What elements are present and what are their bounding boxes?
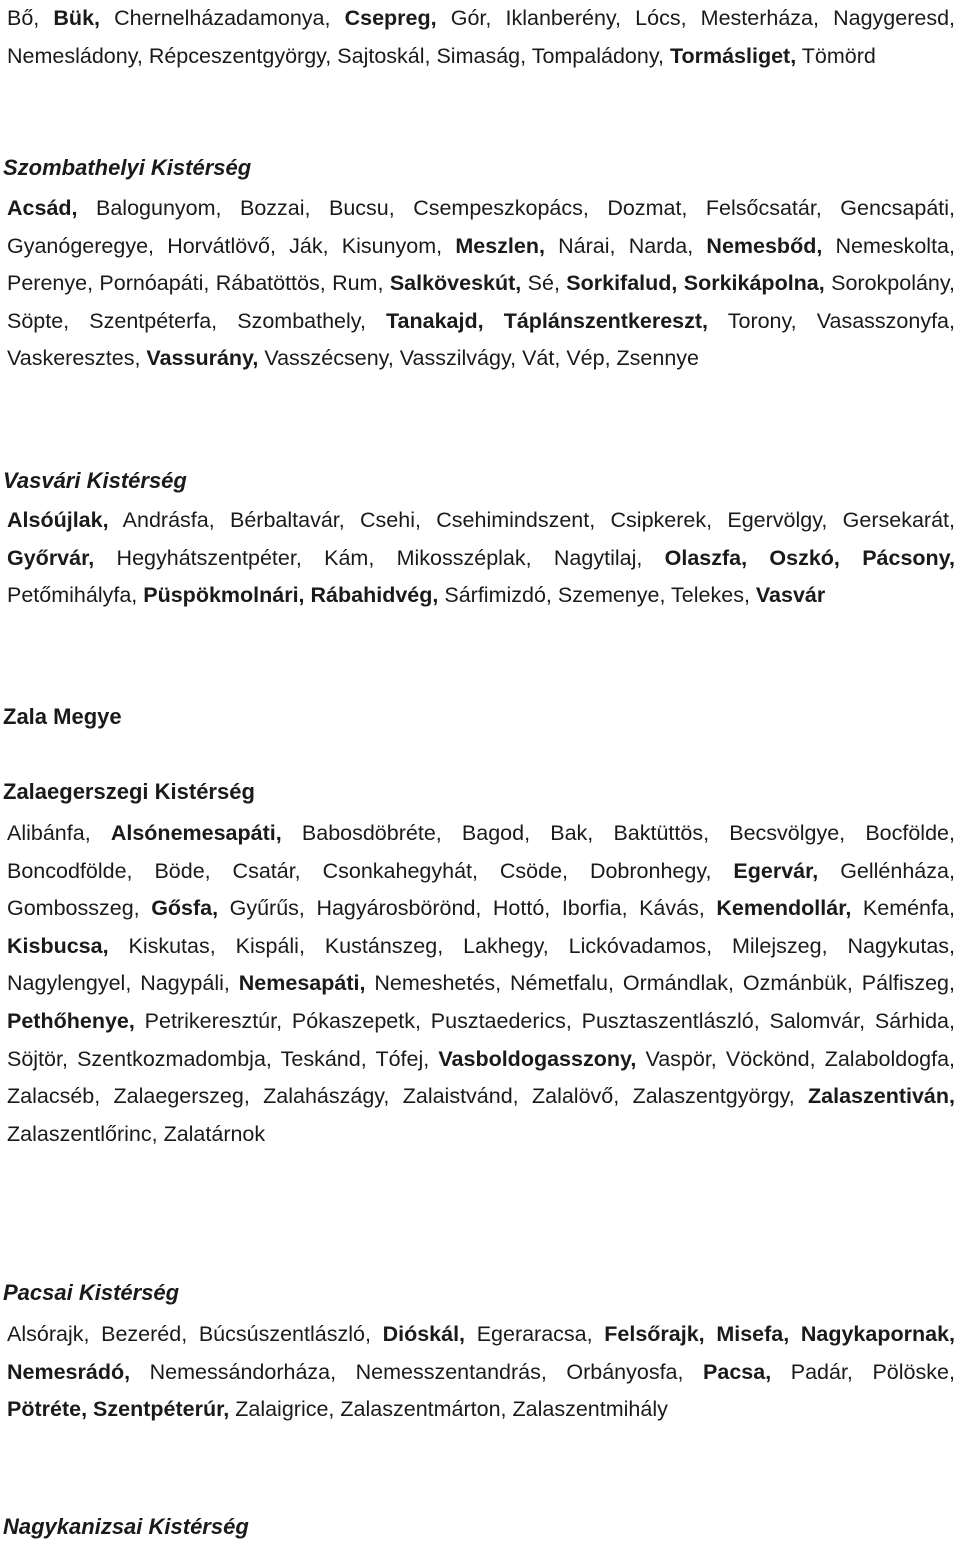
- settlement-list: [7, 0, 955, 75]
- settlement-name: Gencsapáti,: [840, 196, 956, 220]
- settlement-name: Zalatárnok: [163, 1121, 266, 1146]
- settlement-name: Alsónemesapáti,: [110, 821, 282, 845]
- settlement-name: Egervölgy,: [727, 508, 828, 532]
- settlement-name: Babosdöbréte,: [301, 821, 442, 845]
- settlement-name: Boncodfölde,: [7, 858, 133, 883]
- settlement-name: Győrvár,: [7, 545, 95, 570]
- section-heading: Pacsai Kistérség: [3, 1280, 180, 1305]
- settlement-name: Iklanberény,: [505, 6, 622, 30]
- settlement-name: Pethőhenye,: [7, 1008, 135, 1033]
- settlement-name: Baktüttös,: [613, 821, 710, 845]
- settlement-name: Búcsúszentlászló,: [198, 1322, 371, 1346]
- settlement-name: Milejszeg,: [731, 933, 828, 958]
- settlement-name: Csonkahegyhát,: [322, 858, 478, 883]
- settlement-name: Nagykapornak,: [800, 1322, 956, 1346]
- settlement-name: Kispáli,: [235, 933, 305, 958]
- settlement-name: Gombosszeg,: [7, 896, 140, 921]
- settlement-name: Perenye,: [7, 271, 94, 296]
- settlement-name: Nemesszentandrás,: [355, 1359, 547, 1384]
- settlement-name: Gór,: [450, 6, 492, 30]
- section-heading: Zala Megye: [3, 704, 122, 729]
- settlement-name: Pálfiszeg,: [861, 971, 955, 996]
- settlement-name: Mikosszéplak,: [396, 545, 532, 570]
- settlement-name: Nemesládony,: [7, 43, 143, 68]
- settlement-name: Zalaigrice,: [235, 1397, 335, 1422]
- settlement-name: Salköveskút,: [389, 271, 522, 296]
- settlement-name: Pötréte,: [7, 1397, 88, 1422]
- settlement-name: Zalacséb,: [7, 1084, 101, 1109]
- settlement-name: Bucsu,: [328, 196, 395, 220]
- settlement-name: Söjtör,: [7, 1046, 68, 1071]
- settlement-name: Zalaegerszeg,: [113, 1084, 250, 1109]
- settlement-name: Sárhida,: [874, 1008, 955, 1033]
- settlement-name: Zalahászágy,: [263, 1084, 390, 1109]
- settlement-name: Olaszfa,: [664, 545, 748, 570]
- settlement-name: Tanakajd,: [386, 308, 484, 333]
- settlement-name: Telekes,: [671, 583, 750, 608]
- settlement-name: Lakhegy,: [463, 933, 549, 958]
- settlement-name: Csöde,: [499, 858, 569, 883]
- settlement-name: Chernelházadamonya,: [114, 6, 331, 30]
- settlement-name: Padár,: [790, 1359, 853, 1384]
- settlement-name: Szombathely,: [237, 308, 366, 333]
- settlement-name: Kám,: [324, 545, 375, 570]
- settlement-name: Ják,: [289, 233, 329, 258]
- settlement-name: Rum,: [332, 271, 384, 296]
- settlement-name: Oszkó,: [769, 545, 840, 570]
- settlement-name: Felsőrajk,: [604, 1322, 705, 1346]
- settlement-name: Vaspör,: [645, 1046, 717, 1071]
- settlement-name: Horvátlövő,: [167, 233, 276, 258]
- settlement-name: Kemendollár,: [716, 896, 852, 921]
- settlement-name: Alsórajk,: [7, 1322, 90, 1346]
- settlement-name: Gersekarát,: [842, 508, 955, 532]
- settlement-name: Vaskeresztes,: [7, 346, 141, 371]
- settlement-name: Hagyárosbörönd,: [316, 896, 482, 921]
- settlement-name: Bérbaltavár,: [230, 508, 345, 532]
- settlement-name: Szentpéterfa,: [89, 308, 218, 333]
- settlement-name: Vép,: [566, 346, 611, 371]
- settlement-name: Bocfölde,: [865, 821, 955, 845]
- settlement-name: Kávás,: [639, 896, 705, 921]
- settlement-name: Sorkikápolna,: [683, 271, 825, 296]
- settlement-name: Kisunyom,: [341, 233, 443, 258]
- settlement-name: Vát,: [522, 346, 561, 371]
- settlement-name: Bozzai,: [239, 196, 311, 220]
- settlement-name: Pusztaederics,: [430, 1008, 572, 1033]
- section-heading: Zalaegerszegi Kistérség: [3, 779, 255, 804]
- settlement-name: Tompaládony,: [531, 43, 664, 68]
- settlement-name: Zalaszentgyörgy,: [632, 1084, 795, 1109]
- settlement-name: Hottó,: [492, 896, 551, 921]
- settlement-name: Szemenye,: [557, 583, 666, 608]
- settlement-name: Zalaistvánd,: [402, 1084, 519, 1109]
- settlement-name: Hegyhátszentpéter,: [116, 545, 302, 570]
- settlement-name: Bak,: [550, 821, 594, 845]
- settlement-name: Vasszécseny,: [264, 346, 394, 371]
- settlement-name: Németfalu,: [509, 971, 614, 996]
- settlement-name: Salomvár,: [769, 1008, 866, 1033]
- settlement-name: Csepreg,: [344, 6, 437, 30]
- settlement-name: Bagod,: [461, 821, 531, 845]
- settlement-name: Vasasszonyfa,: [816, 308, 955, 333]
- settlement-name: Bezeréd,: [101, 1322, 188, 1346]
- settlement-name: Csehi,: [360, 508, 421, 532]
- settlement-name: Gősfa,: [151, 896, 219, 921]
- settlement-name: Kustánszeg,: [324, 933, 444, 958]
- settlement-name: Lócs,: [635, 6, 687, 30]
- settlement-name: Kiskutas,: [128, 933, 216, 958]
- settlement-name: Tömörd: [801, 43, 876, 68]
- settlement-name: Tófej,: [375, 1046, 430, 1071]
- settlement-name: Bő,: [7, 6, 40, 30]
- settlement-name: Pácsony,: [862, 545, 956, 570]
- settlement-name: Nemesapáti,: [238, 971, 366, 996]
- settlement-name: Csipkerek,: [610, 508, 713, 532]
- settlement-name: Zalaszentmihály: [512, 1397, 668, 1422]
- settlement-name: Vöckönd,: [725, 1046, 816, 1071]
- settlement-list: [7, 1316, 955, 1429]
- settlement-name: Gyűrűs,: [229, 896, 305, 921]
- section-heading: Vasvári Kistérség: [3, 468, 187, 493]
- settlement-name: Balogunyom,: [96, 196, 222, 220]
- settlement-list: [7, 190, 955, 378]
- settlement-name: Nemesbőd,: [706, 233, 823, 258]
- settlement-name: Keménfa,: [862, 896, 955, 921]
- settlement-name: Csempeszkopács,: [413, 196, 589, 220]
- section-heading: Nagykanizsai Kistérség: [3, 1514, 249, 1539]
- settlement-name: Sorokpolány,: [831, 271, 956, 296]
- settlement-name: Csatár,: [232, 858, 301, 883]
- settlement-name: Sajtoskál,: [337, 43, 431, 68]
- settlement-name: Becsvölgye,: [729, 821, 846, 845]
- settlement-name: Sé,: [527, 271, 560, 296]
- settlement-name: Ormándlak,: [622, 971, 734, 996]
- settlement-name: Narda,: [628, 233, 694, 258]
- settlement-name: Zalalövő,: [531, 1084, 620, 1109]
- settlement-name: Tormásliget,: [669, 43, 797, 68]
- settlement-name: Püspökmolnári,: [143, 583, 305, 608]
- settlement-name: Zalaszentiván,: [808, 1084, 955, 1109]
- settlement-name: Nagykutas,: [847, 933, 956, 958]
- settlement-name: Zsennye: [616, 346, 700, 371]
- settlement-name: Meszlen,: [455, 233, 545, 258]
- settlement-name: Acsád,: [7, 196, 78, 220]
- settlement-name: Nemessándorháza,: [149, 1359, 337, 1384]
- settlement-name: Dozmat,: [607, 196, 688, 220]
- settlement-name: Egervár,: [733, 858, 819, 883]
- settlement-name: Rábahidvég,: [310, 583, 439, 608]
- settlement-name: Orbányosfa,: [566, 1359, 684, 1384]
- settlement-name: Vasszilvágy,: [399, 346, 517, 371]
- settlement-name: Felsőcsatár,: [705, 196, 822, 220]
- settlement-name: Nagytilaj,: [553, 545, 643, 570]
- settlement-name: Zalaszentmárton,: [340, 1397, 507, 1422]
- settlement-name: Zalaboldogfa,: [824, 1046, 956, 1071]
- settlement-name: Nagylengyel,: [7, 971, 132, 996]
- settlement-name: Nemeskolta,: [835, 233, 955, 258]
- settlement-name: Dióskál,: [382, 1322, 466, 1346]
- settlement-name: Böde,: [154, 858, 211, 883]
- settlement-name: Vasvár: [755, 583, 826, 608]
- settlement-name: Szentkozmadombja,: [77, 1046, 272, 1071]
- settlement-name: Pölöske,: [872, 1359, 955, 1384]
- settlement-name: Nemeshetés,: [374, 971, 502, 996]
- settlement-name: Alibánfa,: [7, 821, 91, 845]
- settlement-name: Bük,: [53, 6, 100, 30]
- settlement-name: Vasboldogasszony,: [438, 1046, 637, 1071]
- settlement-name: Pókaszepetk,: [291, 1008, 421, 1033]
- settlement-name: Egeraracsa,: [476, 1322, 593, 1346]
- settlement-name: Dobronhegy,: [589, 858, 712, 883]
- settlement-name: Sorkifalud,: [566, 271, 678, 296]
- settlement-name: Nagypáli,: [140, 971, 230, 996]
- settlement-name: Lickóvadamos,: [568, 933, 713, 958]
- settlement-name: Kisbucsa,: [7, 933, 109, 958]
- settlement-name: Alsóújlak,: [7, 508, 109, 532]
- settlement-name: Andrásfa,: [122, 508, 215, 532]
- section-heading: Szombathelyi Kistérség: [3, 155, 252, 180]
- settlement-name: Mesterháza,: [700, 6, 819, 30]
- settlement-name: Vassurány,: [146, 346, 259, 371]
- settlement-name: Söpte,: [7, 308, 70, 333]
- settlement-list: [7, 815, 955, 1153]
- settlement-name: Pacsa,: [703, 1359, 772, 1384]
- settlement-name: Ozmánbük,: [742, 971, 853, 996]
- settlement-name: Zalaszentlőrinc,: [7, 1121, 158, 1146]
- settlement-name: Teskánd,: [280, 1046, 367, 1071]
- settlement-name: Iborfia,: [561, 896, 628, 921]
- settlement-name: Rábatöttös,: [215, 271, 326, 296]
- settlement-name: Pusztaszentlászló,: [581, 1008, 760, 1033]
- settlement-name: Gellénháza,: [840, 858, 955, 883]
- settlement-name: Simaság,: [436, 43, 527, 68]
- settlement-list: [7, 502, 955, 615]
- settlement-name: Szentpéterúr,: [93, 1397, 230, 1422]
- settlement-name: Torony,: [727, 308, 797, 333]
- settlement-name: Sárfimizdó,: [444, 583, 552, 608]
- settlement-name: Pornóapáti,: [99, 271, 210, 296]
- settlement-name: Misefa,: [716, 1322, 790, 1346]
- settlement-name: Nárai,: [558, 233, 616, 258]
- settlement-name: Gyanógeregye,: [7, 233, 155, 258]
- settlement-name: Petőmihályfa,: [7, 583, 138, 608]
- settlement-name: Nagygeresd,: [833, 6, 956, 30]
- settlement-name: Petrikeresztúr,: [144, 1008, 283, 1033]
- settlement-name: Nemesrádó,: [7, 1359, 131, 1384]
- settlement-name: Csehimindszent,: [436, 508, 596, 532]
- settlement-name: Táplánszentkereszt,: [503, 308, 709, 333]
- settlement-name: Répceszentgyörgy,: [148, 43, 332, 68]
